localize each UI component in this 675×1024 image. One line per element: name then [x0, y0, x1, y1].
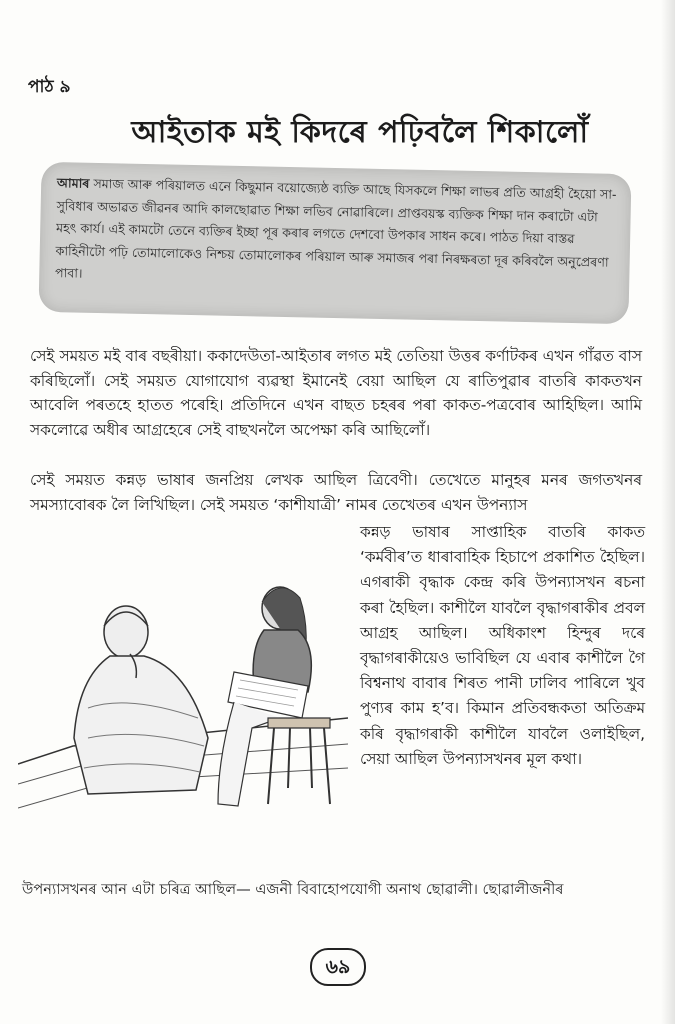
lesson-title: আইতাক মই কিদৰে পঢ়িবলৈ শিকালোঁ — [131, 115, 589, 150]
page-number: ৬৯ — [310, 948, 366, 986]
paragraph-3: কন্নড় ভাষাৰ সাপ্তাহিক বাতৰি কাকত ‘কৰ্মবীৰ’ত ধাৰাবাহিক হিচাপে প্ৰকাশিত হৈছিল। এগৰাকী বৃদ্ধাক কেন্দ্ৰ কৰি উপন্যাসখন ৰচনা কৰা হৈছিল। কাশীলৈ যাবলৈ বৃদ্ধাগৰাকীৰ প্ৰবল আগ্ৰহ আছিল। অধিকাংশ হিন্দুৰ দৰে বৃদ্ধাগৰাকীয়েও ভাবিছিল যে এবাৰ কাশীলৈ গৈ বিশ্বনাথ বাবাৰ শিৰত পানী ঢালিব পাৰিলে খুব পুণ্যৰ কাম হ’ব। কিমান প্ৰতিবন্ধকতা অতিক্ৰম কৰি বৃদ্ধাগৰাকী কাশীলৈ যাবলৈ ওলাইছিল, সেয়া আছিল উপন্যাসখনৰ মূল কথা। — [360, 523, 645, 768]
paragraph-1: সেই সময়ত মই বাৰ বছৰীয়া। ককাদেউতা-আইতাৰ লগত মই তেতিয়া উত্তৰ কৰ্ণাটকৰ এখন গাঁৱত বাস কৰিছিলোঁ। সেই সময়ত যোগাযোগ ব্যৱস্থা ইমানেই বেয়া আছিল যে ৰাতিপুৱাৰ বাতৰি কাকতখন আবেলি পৰতহে হাতত পৰেহি। প্ৰতিদিনে এখন বাছত চহৰৰ পৰা কাকত-পত্ৰবোৰ আহিছিল। আমি সকলোৱে অধীৰ আগ্ৰহেৰে সেই বাছখনলৈ অপেক্ষা কৰি আছিলোঁ। — [30, 347, 642, 439]
paragraph-2: সেই সময়ত কন্নড় ভাষাৰ জনপ্ৰিয় লেখক আছিল ত্ৰিবেণী। তেখেতে মানুহৰ মনৰ জগতখনৰ সমস্যাবোৰক লৈ লিখিছিল। সেই সময়ত ‘কাশীযাত্ৰী’ নামৰ তেখেতৰ এখন উপন্যাস — [30, 471, 642, 514]
intro-bold-lead: আমাৰ — [56, 175, 90, 191]
lesson-label: পাঠ ৯ — [28, 77, 71, 97]
paragraph-4: উপন্যাসখনৰ আন এটা চৰিত্ৰ আছিল— এজনী বিবাহোপযোগী অনাথ ছোৱালী। ছোৱালীজনীৰ — [22, 881, 564, 898]
page-edge-shadow — [661, 0, 675, 1024]
illustration-grandmother-and-girl-reading — [18, 568, 348, 830]
grandmother-figure — [74, 606, 208, 794]
intro-text — [55, 172, 617, 297]
girl-figure — [218, 587, 330, 806]
intro-body: সমাজ আৰু পৰিয়ালত এনে কিছুমান বয়োজ্যেষ্ঠ ব্যক্তি আছে যিসকলে শিক্ষা লাভৰ প্ৰতি আগ্ৰহী হৈয়ো সা-সুবিধাৰ অভাৱত জীৱনৰ আদি কালছোৱাত শিক্ষা লভিব নোৱাৰিলে। প্ৰাপ্তবয়স্ক ব্যক্তিক শিক্ষা দান কৰাটো এটা মহৎ কাৰ্য। এই কামটো তেনে ব্যক্তিৰ ইচ্ছা পূৰ কৰাৰ লগতে দেশবো উপকাৰ সাধন কৰে। পাঠত দিয়া বাস্তৱ কাহিনীটো পঢ়ি তোমালোকেও নিশ্চয় তোমালোকৰ পৰিয়াল আৰু সমাজৰ পৰা নিৰক্ষৰতা দূৰ কৰিবলৈ অনুপ্ৰেৰণা পাবা। — [54, 175, 617, 282]
